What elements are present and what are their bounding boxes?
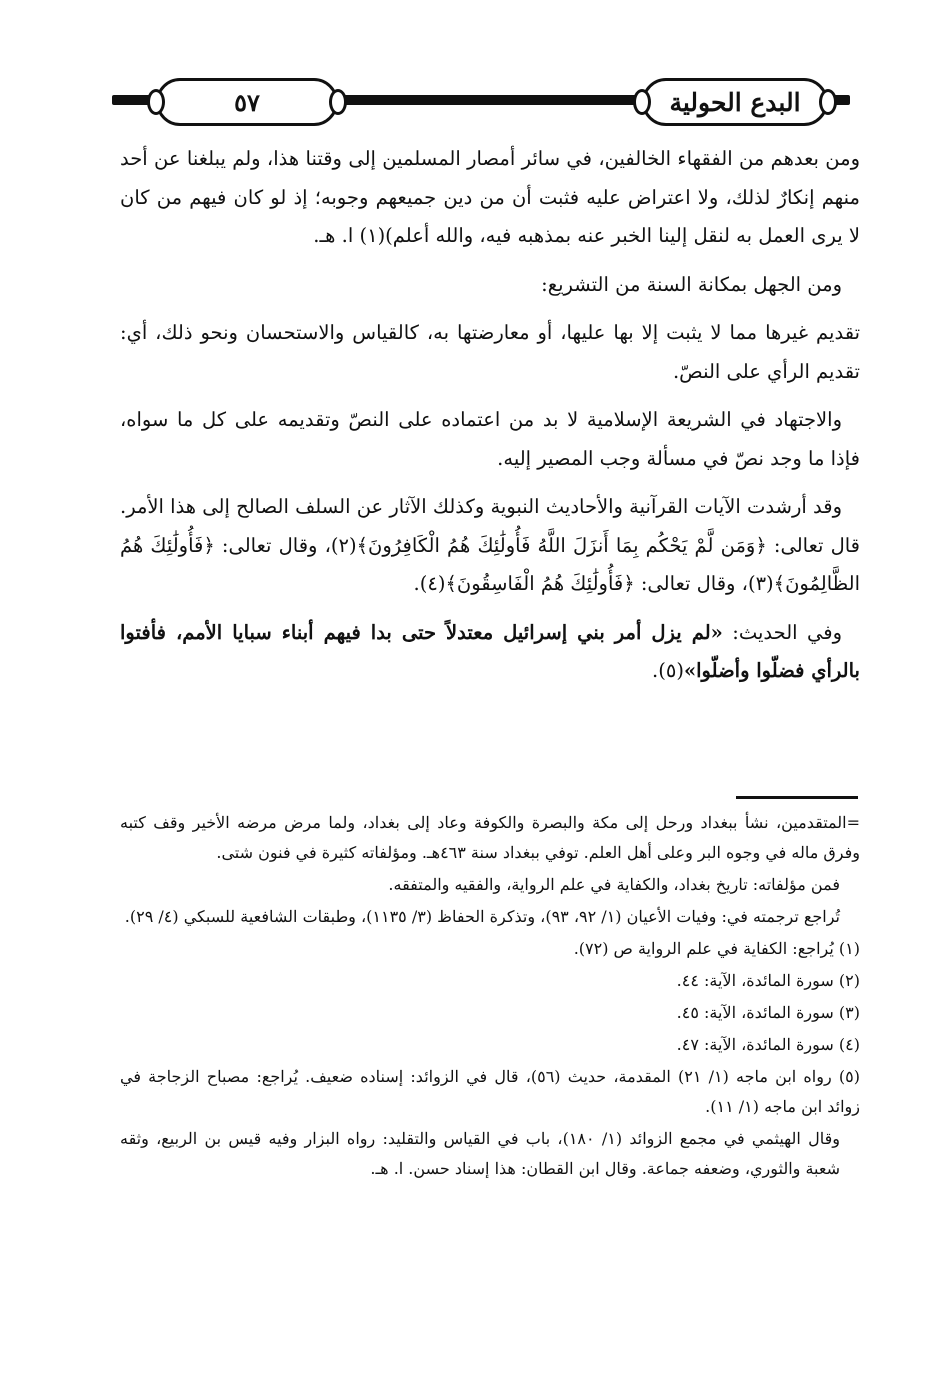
footnotes bbox=[120, 808, 860, 1186]
paragraph-6 bbox=[120, 614, 860, 691]
hadith-intro: وفي الحديث: bbox=[722, 620, 842, 644]
paragraph-2: ومن الجهل بمكانة السنة من التشريع: bbox=[541, 272, 842, 296]
page-number: ٥٧ bbox=[156, 78, 338, 126]
footnote-continued-1: =المتقدمين، نشأ ببغداد ورحل إلى مكة والبصرة والكوفة وعاد إلى بغداد، ولما مرض مرضه الأخير وقف كتبه وفرق ماله في وجوه البر وعلى أهل العلم. توفي ببغداد سنة ٤٦٣هـ. ومؤلفاته كثيرة في فنون شتى. bbox=[120, 813, 860, 862]
footnote-separator bbox=[736, 796, 858, 799]
footnote-4: (٤) سورة المائدة، الآية: ٤٧. bbox=[676, 1035, 860, 1054]
paragraph-5: وقد أرشدت الآيات القرآنية والأحاديث النبوية وكذلك الآثار عن السلف الصالح إلى هذا الأمر. قال تعالى: ﴿وَمَن لَّمْ يَحْكُم بِمَا أَنزَلَ اللَّهُ فَأُولَٰئِكَ هُمُ الْكَافِرُونَ﴾(٢)، وقال تعالى: ﴿فَأُولَٰئِكَ هُمُ الظَّالِمُونَ﴾(٣)، وقال تعالى: ﴿فَأُولَٰئِكَ هُمُ الْفَاسِقُونَ﴾(٤). bbox=[120, 495, 860, 595]
footnote-5-continued: وقال الهيثمي في مجمع الزوائد (١/ ١٨٠)، باب في القياس والتقليد: رواه البزار وفيه قيس بن الربيع، وثقه شعبة والثوري، وضعفه جماعة. وقال ابن القطان: هذا إسناد حسن. ا. هـ. bbox=[120, 1129, 840, 1178]
footnote-3: (٣) سورة المائدة، الآية: ٤٥. bbox=[676, 1003, 860, 1022]
paragraph-3: تقديم غيرها مما لا يثبت إلا بها عليها، أو معارضتها به، كالقياس والاستحسان ونحو ذلك، أي: تقديم الرأي على النصّ. bbox=[120, 321, 860, 383]
footnote-continued-2: فمن مؤلفاته: تاريخ بغداد، والكفاية في علم الرواية، والفقيه والمتفقه. bbox=[388, 875, 840, 894]
main-text bbox=[120, 140, 860, 701]
hadith-text: «لم يزل أمر بني إسرائيل معتدلاً حتى بدا فيهم أبناء سبايا الأمم، فأفتوا بالرأي فضلّوا وأضلّوا» bbox=[120, 620, 860, 682]
footnote-1: (١) يُراجع: الكفاية في علم الرواية ص (٧٢). bbox=[573, 939, 860, 958]
paragraph-4: والاجتهاد في الشريعة الإسلامية لا بد من اعتماده على النصّ وتقديمه على كل ما سواه، فإذا ما وجد نصّ في مسألة وجب المصير إليه. bbox=[120, 408, 860, 470]
page-header bbox=[112, 72, 850, 128]
paragraph-1: ومن بعدهم من الفقهاء الخالفين، في سائر أمصار المسلمين إلى وقتنا هذا، ولم يبلغنا عن أحد منهم إنكارٌ لذلك، ولا اعتراض عليه فثبت أن من دين جميعهم وجوبه؛ إذ لو كان فيهم من كان لا يرى العمل به لنقل إلينا الخبر عنه بمذهبه فيه، والله أعلم)(١) ا. هـ. bbox=[120, 147, 860, 247]
footnote-2: (٢) سورة المائدة، الآية: ٤٤. bbox=[676, 971, 860, 990]
hadith-footnote-ref: (٥). bbox=[652, 659, 684, 682]
footnote-continued-3: تُراجع ترجمته في: وفيات الأعيان (١/ ٩٢، ٩٣)، وتذكرة الحفاظ (٣/ ١١٣٥)، وطبقات الشافعية للسبكي (٤/ ٢٩). bbox=[124, 907, 840, 926]
footnote-5: (٥) رواه ابن ماجه (١/ ٢١) المقدمة، حديث (٥٦)، قال في الزوائد: إسناده ضعيف. يُراجع: مصباح الزجاجة في زوائد ابن ماجه (١/ ١١). bbox=[120, 1067, 860, 1116]
running-title: البدع الحولية bbox=[642, 78, 828, 126]
